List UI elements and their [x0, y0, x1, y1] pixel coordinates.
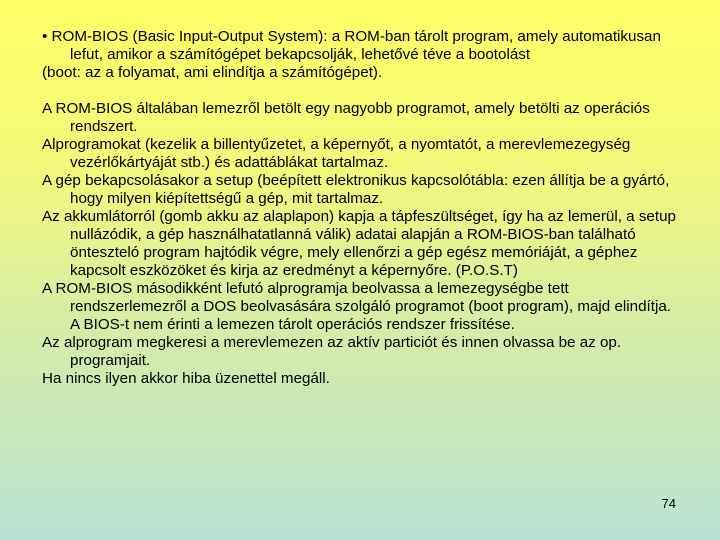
- paragraph-6: Az alprogram megkeresi a merevlemezen az aktív particiót és innen olvassa be az op. programjait.: [42, 334, 622, 369]
- spacer: [42, 82, 682, 100]
- paragraph-7: Ha nincs ilyen akkor hiba üzenettel megáll.: [42, 370, 330, 387]
- paragraph-1: A ROM-BIOS általában lemezről betölt egy nagyobb programot, amely betölti az operációs rendszert.: [42, 100, 650, 135]
- paragraph-5: A ROM-BIOS másodikként lefutó alprogramja beolvassa a lemezegységbe tett rendszerlemezről a DOS beolvasására szolgáló programot (boot program), majd elindítja. A BIOS-t nem érinti a lemezen tárolt operációs rendszer frissítése.: [42, 280, 672, 333]
- intro-bullet: • ROM-BIOS (Basic Input-Output System): a ROM-ban tárolt program, amely automatikusan lefut, amikor a számítógépet bekapcsolják, lehetővé téve a bootolást: [42, 28, 661, 63]
- boot-note: (boot: az a folyamat, ami elindítja a számítógépet).: [42, 64, 383, 81]
- paragraph-3: A gép bekapcsolásakor a setup (beépített elektronikus kapcsolótábla: ezen állítja be a gyártó, hogy milyen kiépítettségű a gép, mit tartalmaz.: [42, 172, 670, 207]
- paragraph-4: Az akkumlátorról (gomb akku az alaplapon) kapja a tápfeszültséget, így ha az lemerül, a setup nullázódik, a gép használhatatlanná válik) adatai alapján a ROM-BIOS-ban található önteszteló program hajtódik végre, mely ellenőrzi a gép egész memóriáját, a géphez kapcsolt eszközöket és kirja az eredményt a képernyőre. (P.O.S.T): [42, 208, 676, 279]
- slide-body: [42, 28, 682, 388]
- paragraph-2: Alprogramokat (kezelik a billentyűzetet, a képernyőt, a nyomtatót, a merevlemezegység vezérlőkártyáját stb.) és adattáblákat tartalmaz.: [42, 136, 631, 171]
- page-number: 74: [661, 496, 676, 511]
